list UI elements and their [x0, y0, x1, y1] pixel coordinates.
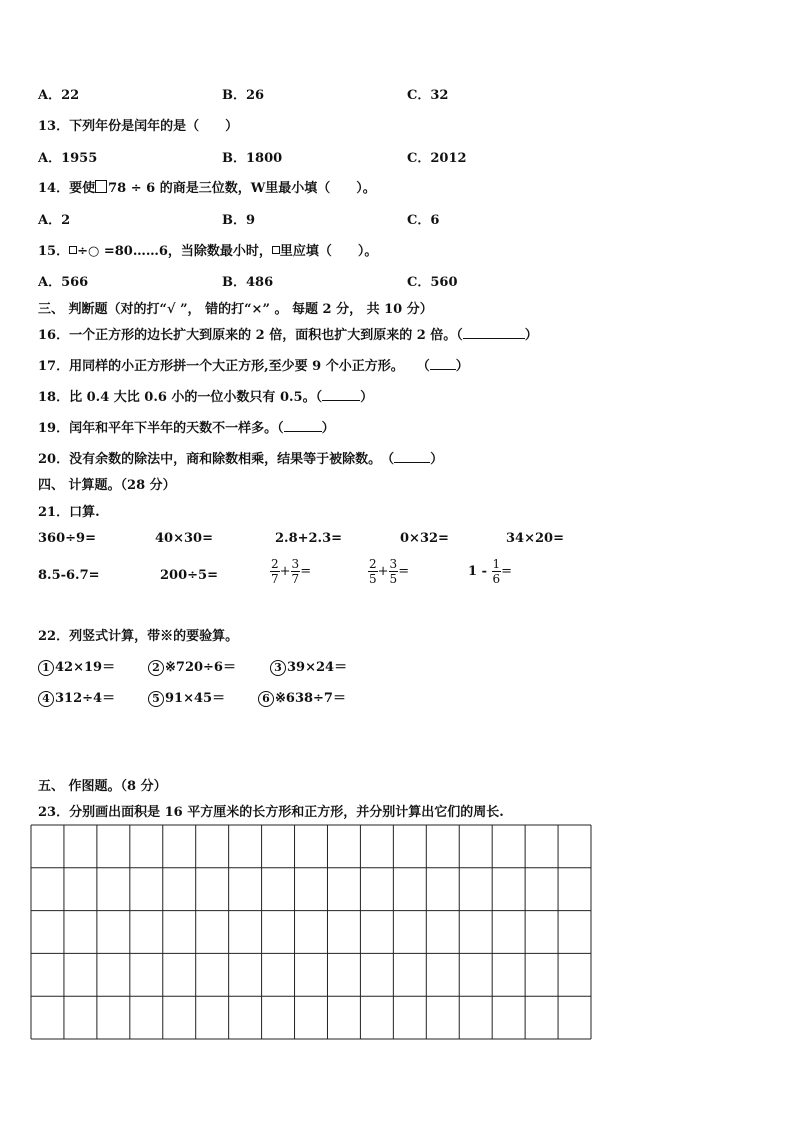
q14-prefix: 14．要使	[38, 181, 96, 196]
q21-title: 21．口算.	[38, 505, 100, 520]
q14-question	[38, 177, 376, 196]
mental-calc-item: 34×20=	[506, 531, 564, 546]
drawing-grid[interactable]	[30, 824, 592, 1040]
fraction-expression-2: $\frac{2}{5}$ + $\frac{3}{5}$ =	[369, 557, 410, 586]
q19-statement: 19．闰年和平年下半年的天数不一样多。（ ）	[38, 421, 335, 436]
circled-number-icon: 6	[258, 691, 274, 707]
mental-calc-item: 0×32=	[400, 531, 449, 546]
circled-number-icon: 2	[148, 660, 164, 676]
q13-option-b: B．1800	[222, 151, 283, 166]
q14-option-c: C．6	[407, 213, 440, 228]
circled-number-icon: 4	[38, 691, 54, 707]
q15-question: 15． ÷○ =80……6，当除数最小时， 里应填（ ）。	[38, 244, 378, 259]
blank-box-icon	[95, 180, 107, 193]
q22-title: 22．列竖式计算，带※的要验算。	[38, 629, 239, 644]
answer-blank[interactable]	[463, 326, 525, 339]
vertical-calc-item: 5 91×45＝	[148, 687, 225, 707]
mental-calc-item: 40×30=	[155, 531, 213, 546]
small-box-icon	[272, 246, 280, 254]
section-5-heading: 五、 作图题。（8 分）	[38, 779, 167, 794]
q15-option-c: C．560	[407, 275, 458, 290]
q15-suffix: 里应填（ ）。	[279, 244, 378, 259]
q13-question: 13．下列年份是闰年的是（ ）	[38, 119, 239, 134]
q12-option-a: A．22	[38, 88, 80, 103]
section-4-heading: 四、 计算题。（28 分）	[38, 478, 176, 493]
q13-option-a: A．1955	[38, 151, 98, 166]
answer-blank[interactable]	[430, 357, 456, 370]
fraction-expression-3: 1 - $\frac{1}{6}$ =	[468, 557, 513, 586]
fraction-expression-1: $\frac{2}{7}$ + $\frac{3}{7}$ =	[271, 557, 312, 586]
mental-calc-item: 200÷5=	[160, 568, 218, 583]
q15-option-b: B．486	[222, 275, 274, 290]
vertical-calc-item: 2 ※720÷6＝	[148, 656, 236, 676]
q14-option-a: A．2	[38, 213, 71, 228]
answer-blank[interactable]	[322, 388, 360, 401]
vertical-calc-item: 3 39×24＝	[270, 656, 347, 676]
q14-suffix: 78 ÷ 6 的商是三位数，W里最小填（ ）。	[108, 181, 376, 196]
q15-option-a: A．566	[38, 275, 89, 290]
q20-statement: 20．没有余数的除法中，商和除数相乘，结果等于被除数。 （ ）	[38, 452, 444, 467]
mental-calc-item: 8.5-6.7=	[38, 568, 100, 583]
q15-middle: ÷○ =80……6，当除数最小时，	[77, 244, 272, 259]
small-box-icon	[69, 246, 77, 254]
circled-number-icon: 5	[148, 691, 164, 707]
q18-statement: 18．比 0.4 大比 0.6 小的一位小数只有 0.5。（ ）	[38, 390, 374, 405]
vertical-calc-item: 6 ※638÷7＝	[258, 687, 346, 707]
vertical-calc-item: 4 312÷4＝	[38, 687, 115, 707]
q17-statement: 17．用同样的小正方形拼一个大正方形,至少要 9 个小正方形。 （ ）	[38, 359, 469, 374]
circled-number-icon: 1	[38, 660, 54, 676]
mental-calc-item: 2.8+2.3=	[275, 531, 343, 546]
q14-option-b: B．9	[222, 213, 256, 228]
mental-calc-item: 360÷9=	[38, 531, 96, 546]
q13-option-c: C．2012	[407, 151, 467, 166]
q12-option-c: C．32	[407, 88, 449, 103]
section-3-heading: 三、 判断题（对的打“√ ”， 错的打“×” 。 每题 2 分， 共 10 分）	[38, 302, 433, 317]
q16-statement: 16．一个正方形的边长扩大到原来的 2 倍，面积也扩大到原来的 2 倍。（ ）	[38, 328, 538, 343]
q23-title: 23．分别画出面积是 16 平方厘米的长方形和正方形，并分别计算出它们的周长.	[38, 805, 504, 820]
answer-blank[interactable]	[284, 419, 322, 432]
answer-blank[interactable]	[394, 450, 430, 463]
vertical-calc-item: 1 42×19＝	[38, 656, 115, 676]
q12-option-b: B．26	[222, 88, 265, 103]
circled-number-icon: 3	[270, 660, 286, 676]
